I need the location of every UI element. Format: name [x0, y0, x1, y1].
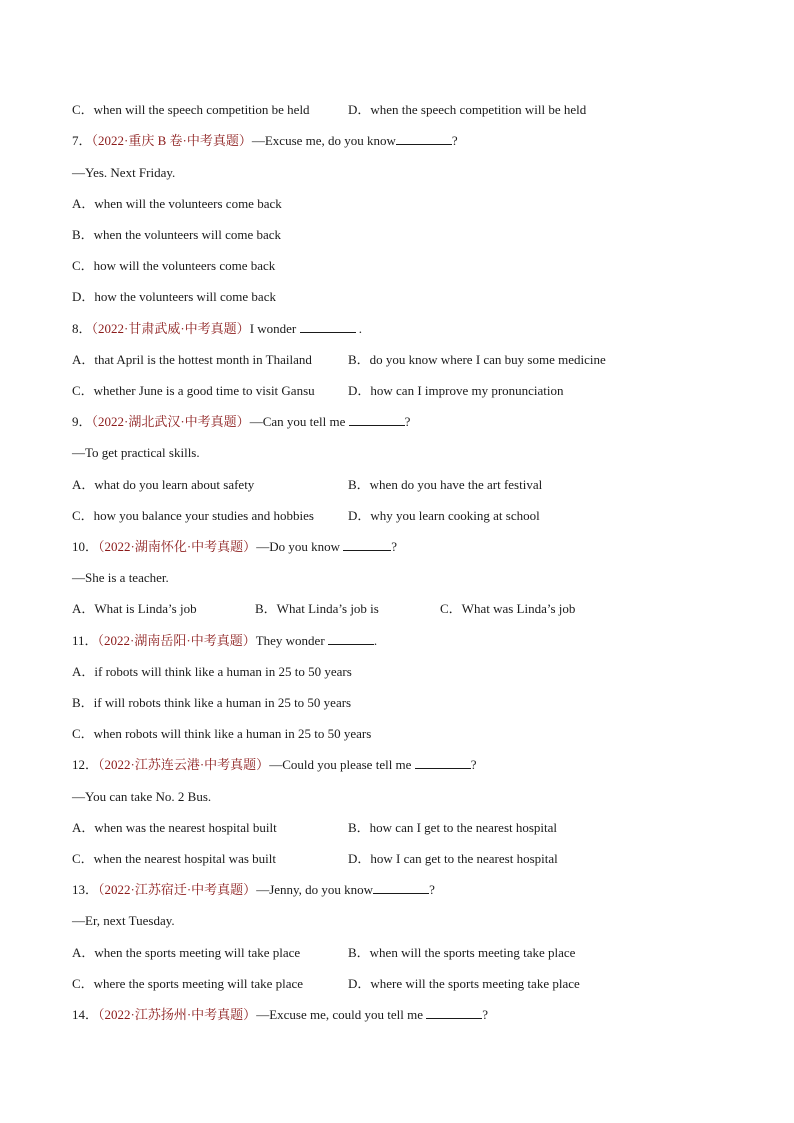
question-text: —Can you tell me — [249, 414, 346, 429]
option-b: B．What Linda’s job is — [255, 601, 379, 616]
reply: —She is a teacher. — [72, 570, 169, 585]
question-source: （2022·江苏宿迁·中考真题） — [98, 882, 257, 897]
option-row — [72, 507, 734, 525]
question-14 — [72, 1006, 734, 1024]
option-a: A．when was the nearest hospital built — [72, 820, 277, 835]
option-c: C．when robots will think like a human in 25 to 50 years — [72, 726, 372, 741]
reply: —Er, next Tuesday. — [72, 913, 175, 928]
question-number: 14． — [72, 1007, 99, 1022]
question-13 — [72, 881, 734, 899]
option-row — [72, 476, 734, 494]
answer-blank — [328, 632, 374, 645]
option-b: B．if will robots think like a human in 25 to 50 years — [72, 695, 352, 710]
question-text: —Excuse me, do you know — [251, 133, 396, 148]
option-a: A．what do you learn about safety — [72, 477, 255, 492]
question-number: 10． — [72, 539, 99, 554]
option-row — [72, 351, 734, 369]
question-8 — [72, 320, 734, 338]
answer-blank — [426, 1006, 482, 1019]
question-text: —Do you know — [256, 539, 340, 554]
answer-blank — [373, 881, 429, 894]
reply: —To get practical skills. — [72, 445, 200, 460]
option-d: D．where will the sports meeting take place — [348, 976, 580, 991]
question-end: ? — [451, 133, 458, 148]
option-row — [72, 382, 734, 400]
question-end: ? — [470, 757, 477, 772]
question-7 — [72, 132, 734, 150]
question-end: ? — [482, 1007, 489, 1022]
option-row — [72, 944, 734, 962]
option-c: C．how you balance your studies and hobbies — [72, 508, 314, 523]
question-11 — [72, 632, 734, 650]
question-text: —Could you please tell me — [269, 757, 412, 772]
question-source: （2022·重庆 B 卷·中考真题） — [91, 133, 252, 148]
answer-blank — [349, 413, 405, 426]
question-12 — [72, 756, 734, 774]
question-end: ? — [404, 414, 411, 429]
option-row — [72, 975, 734, 993]
question-text: I wonder — [249, 321, 297, 336]
question-source: （2022·湖北武汉·中考真题） — [91, 414, 250, 429]
question-end: . — [358, 321, 363, 336]
question-text: They wonder — [255, 633, 325, 648]
option-c: C．how will the volunteers come back — [72, 258, 276, 273]
question-number: 9． — [72, 414, 92, 429]
option-a: A．when the sports meeting will take place — [72, 945, 301, 960]
option-row — [72, 850, 734, 868]
option-c: C．when will the speech competition be held — [72, 102, 310, 117]
option-d: D．how I can get to the nearest hospital — [348, 851, 558, 866]
reply: —Yes. Next Friday. — [72, 165, 176, 180]
question-number: 7． — [72, 133, 92, 148]
option-d: D．when the speech competition will be held — [348, 102, 587, 117]
question-number: 13． — [72, 882, 99, 897]
question-end: ? — [429, 882, 435, 897]
option-row — [72, 101, 734, 119]
question-text: —Excuse me, could you tell me — [256, 1007, 423, 1022]
option-c: C．where the sports meeting will take place — [72, 976, 304, 991]
option-row — [72, 600, 734, 618]
question-source: （2022·甘肃武威·中考真题） — [91, 321, 250, 336]
question-number: 8． — [72, 321, 92, 336]
option-b: B．do you know where I can buy some medicine — [348, 352, 606, 367]
answer-blank — [343, 538, 391, 551]
question-end: ? — [391, 539, 397, 554]
answer-blank — [396, 132, 452, 145]
option-c: C．when the nearest hospital was built — [72, 851, 276, 866]
question-source: （2022·江苏扬州·中考真题） — [98, 1007, 257, 1022]
option-row — [72, 819, 734, 837]
option-b: B．when will the sports meeting take place — [348, 945, 576, 960]
question-9 — [72, 413, 734, 431]
answer-blank — [300, 320, 356, 333]
option-c: C．whether June is a good time to visit Gansu — [72, 383, 315, 398]
answer-blank — [415, 756, 471, 769]
question-source: （2022·湖南怀化·中考真题） — [98, 539, 257, 554]
option-b: B．when the volunteers will come back — [72, 227, 282, 242]
question-end: . — [373, 633, 378, 648]
option-d: D．how can I improve my pronunciation — [348, 383, 564, 398]
option-d: D．why you learn cooking at school — [348, 508, 540, 523]
option-a: A．if robots will think like a human in 25 to 50 years — [72, 664, 352, 679]
question-source: （2022·江苏连云港·中考真题） — [98, 757, 270, 772]
reply: —You can take No. 2 Bus. — [72, 789, 212, 804]
option-d: D．how the volunteers will come back — [72, 289, 276, 304]
option-a: A．that April is the hottest month in Thailand — [72, 352, 312, 367]
question-10 — [72, 538, 734, 556]
option-a: A．when will the volunteers come back — [72, 196, 282, 211]
question-text: —Jenny, do you know — [256, 882, 374, 897]
option-a: A．What is Linda’s job — [72, 601, 197, 616]
question-source: （2022·湖南岳阳·中考真题） — [97, 633, 256, 648]
option-b: B．how can I get to the nearest hospital — [348, 820, 558, 835]
option-b: B．when do you have the art festival — [348, 477, 543, 492]
question-number: 11． — [72, 633, 98, 648]
question-number: 12． — [72, 757, 99, 772]
option-c: C．What was Linda’s job — [440, 601, 576, 616]
